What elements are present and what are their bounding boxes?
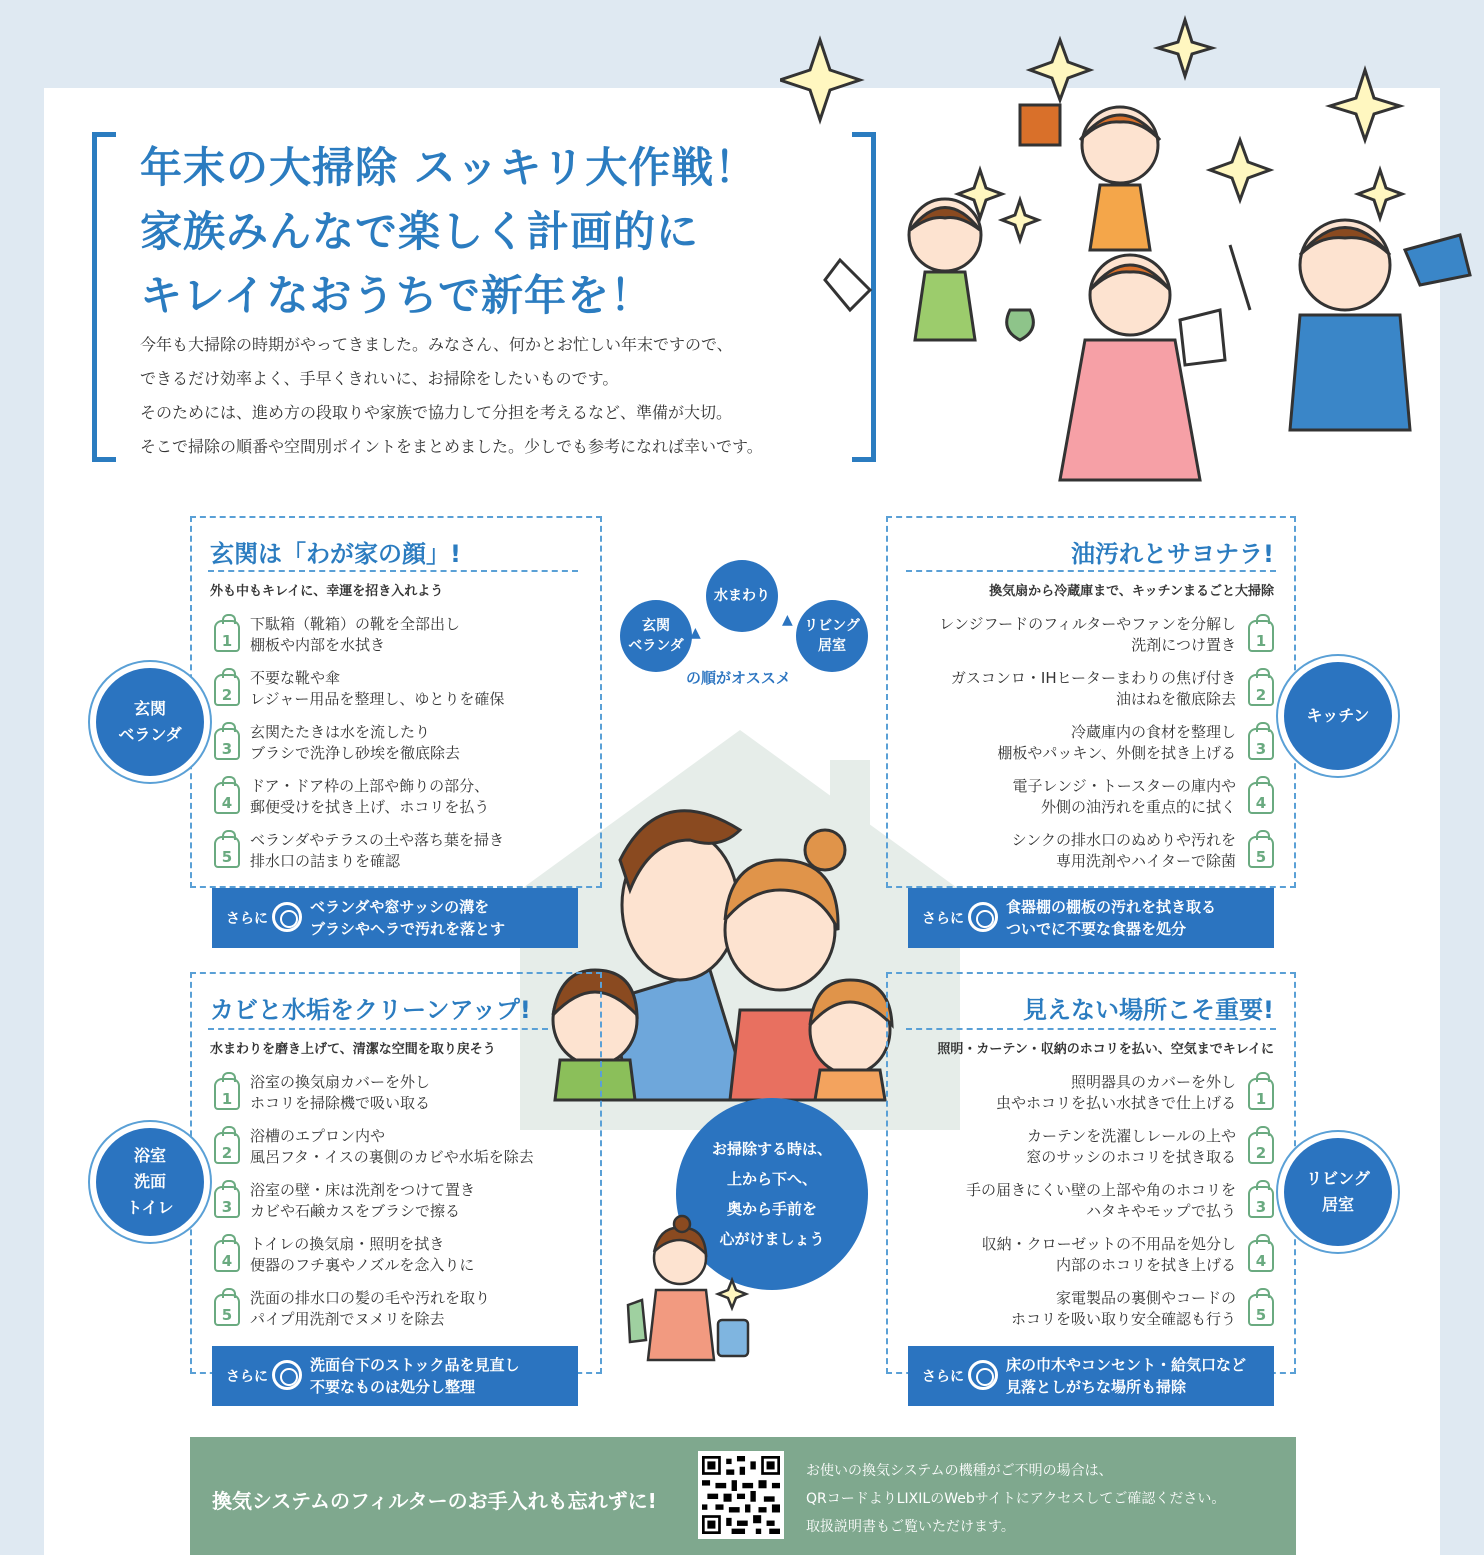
more-label: さらに bbox=[922, 911, 964, 927]
bucket-number-icon: 4 bbox=[214, 782, 240, 814]
bucket-number-icon: 4 bbox=[1248, 1240, 1274, 1272]
item-line: ブラシで洗浄し砂埃を徹底除去 bbox=[250, 744, 461, 762]
divider bbox=[906, 1028, 1276, 1030]
more-text bbox=[310, 896, 505, 940]
checklist-item bbox=[939, 614, 1236, 656]
section-title: カビと水垢をクリーンアップ! bbox=[210, 996, 531, 1024]
more-tip-genkan bbox=[212, 888, 578, 948]
target-icon bbox=[968, 902, 998, 932]
checklist-item bbox=[1026, 1126, 1236, 1168]
section-subtitle: 水まわりを磨き上げて、清潔な空間を取り戻そう bbox=[210, 1042, 496, 1057]
footer-note-line: お使いの換気システムの機種がご不明の場合は、 bbox=[806, 1463, 1113, 1479]
bucket-number-icon: 5 bbox=[1248, 836, 1274, 868]
intro-line: そこで掃除の順番や空間別ポイントをまとめました。少しでも参考になれば幸いです。 bbox=[140, 437, 763, 456]
badge-label: 浴室 洗面 トイレ bbox=[126, 1146, 174, 1217]
bucket-number-icon: 3 bbox=[1248, 1186, 1274, 1218]
intro-line: 今年も大掃除の時期がやってきました。みなさん、何かとお忙しい年末ですので、 bbox=[140, 335, 733, 354]
item-line: 棚板や内部を水拭き bbox=[250, 636, 386, 654]
item-line: 冷蔵庫内の食材を整理し bbox=[1070, 723, 1236, 741]
item-line: 外側の油汚れを重点的に拭く bbox=[1040, 798, 1236, 816]
bucket-number-icon: 3 bbox=[1248, 728, 1274, 760]
item-line: ベランダやテラスの土や落ち葉を掃き bbox=[250, 831, 504, 849]
more-label: さらに bbox=[226, 1369, 268, 1385]
intro-line: できるだけ効率よく、手早くきれいに、お掃除をしたいものです。 bbox=[140, 369, 619, 388]
item-line: 洗剤につけ置き bbox=[1131, 636, 1236, 654]
headline-line1: 年末の大掃除 スッキリ大作戦！ bbox=[140, 143, 758, 192]
order-circle-water bbox=[706, 560, 778, 632]
checklist-item bbox=[1012, 776, 1236, 818]
footer-note-line: QRコードよりLIXILのWebサイトにアクセスしてご確認ください。 bbox=[806, 1491, 1226, 1507]
order-circle-living bbox=[796, 600, 868, 672]
item-line: 風呂フタ・イスの裏側のカビや水垢を除去 bbox=[250, 1148, 534, 1166]
checklist-item bbox=[250, 668, 504, 710]
checklist-item bbox=[250, 830, 504, 872]
badge-label: キッチン bbox=[1306, 706, 1370, 725]
item-line: 玄関たたきは水を流したり bbox=[250, 723, 431, 741]
badge-kitchen bbox=[1284, 662, 1392, 770]
more-label: さらに bbox=[226, 911, 268, 927]
more-line: ブラシやヘラで汚れを落とす bbox=[310, 920, 506, 938]
checklist-item bbox=[250, 1288, 490, 1330]
family-cleaning-illustration bbox=[780, 10, 1480, 530]
more-tip-living bbox=[908, 1346, 1274, 1406]
cleaning-woman-illustration bbox=[620, 1210, 760, 1370]
bucket-number-icon: 4 bbox=[1248, 782, 1274, 814]
target-icon bbox=[272, 902, 302, 932]
checklist-item bbox=[982, 1234, 1236, 1276]
item-line: トイレの換気扇・照明を拭き bbox=[250, 1235, 445, 1253]
more-line: 床の巾木やコンセント・給気口など bbox=[1006, 1356, 1247, 1374]
checklist-item bbox=[250, 1072, 430, 1114]
checklist-item bbox=[250, 776, 489, 818]
item-line: 窓のサッシのホコリを拭き取る bbox=[1026, 1148, 1236, 1166]
item-line: 棚板やパッキン、外側を拭き上げる bbox=[997, 744, 1236, 762]
item-line: パイプ用洗剤でヌメリを除去 bbox=[250, 1310, 445, 1328]
item-line: 浴室の壁・床は洗剤をつけて置き bbox=[250, 1181, 476, 1199]
more-line: 食器棚の棚板の汚れを拭き取る bbox=[1006, 898, 1217, 916]
badge-bath bbox=[96, 1128, 204, 1236]
bucket-number-icon: 2 bbox=[1248, 674, 1274, 706]
divider bbox=[208, 1028, 548, 1030]
item-line: 虫やホコリを払い水拭きで仕上げる bbox=[995, 1094, 1236, 1112]
bucket-number-icon: 5 bbox=[214, 1294, 240, 1326]
badge-genkan bbox=[96, 668, 204, 776]
item-line: レンジフードのフィルターやファンを分解し bbox=[939, 615, 1236, 633]
item-line: ガスコンロ・IHヒーターまわりの焦げ付き bbox=[950, 669, 1236, 687]
tip-text: お掃除する時は、 上から下へ、 奥から手前を 心がけましょう bbox=[711, 1140, 832, 1248]
checklist-item bbox=[966, 1180, 1236, 1222]
target-icon bbox=[968, 1360, 998, 1390]
item-line: ハタキやモップで払う bbox=[1085, 1202, 1236, 1220]
more-line: 見落としがちな場所も掃除 bbox=[1006, 1378, 1187, 1396]
item-line: 下駄箱（靴箱）の靴を全部出し bbox=[250, 615, 461, 633]
bucket-number-icon: 2 bbox=[1248, 1132, 1274, 1164]
item-line: 便器のフチ裏やノズルを念入りに bbox=[250, 1256, 475, 1274]
item-line: カーテンを洗濯しレールの上や bbox=[1027, 1127, 1236, 1145]
more-line: 不要なものは処分し整理 bbox=[310, 1378, 476, 1396]
footer-note-line: 取扱説明書もご覧いただけます。 bbox=[806, 1519, 1015, 1535]
order-water-label: 水まわり bbox=[714, 588, 770, 604]
order-circle-genkan bbox=[620, 600, 692, 672]
more-tip-kitchen bbox=[908, 888, 1274, 948]
item-line: 郵便受けを拭き上げ、ホコリを払う bbox=[250, 798, 490, 816]
arrow-icon: ▲ bbox=[690, 625, 701, 641]
item-line: 排水口の詰まりを確認 bbox=[250, 852, 401, 870]
more-line: ベランダや窓サッシの溝を bbox=[310, 898, 490, 916]
checklist-item bbox=[250, 722, 460, 764]
checklist-item bbox=[1012, 830, 1236, 872]
item-line: 家電製品の裏側やコードの bbox=[1055, 1289, 1236, 1307]
checklist-item bbox=[250, 614, 460, 656]
more-line: ついでに不要な食器を処分 bbox=[1006, 920, 1187, 938]
intro-line: そのためには、進め方の段取りや家族で協力して分担を考えるなど、準備が大切。 bbox=[140, 403, 733, 422]
checklist-item bbox=[996, 1072, 1236, 1114]
more-text bbox=[1006, 896, 1216, 940]
footer-note bbox=[806, 1457, 1225, 1541]
more-tip-bath bbox=[212, 1346, 578, 1406]
bucket-number-icon: 2 bbox=[214, 674, 240, 706]
item-line: 電子レンジ・トースターの庫内や bbox=[1012, 777, 1236, 795]
item-line: 油はねを徹底除去 bbox=[1115, 690, 1236, 708]
more-label: さらに bbox=[922, 1369, 964, 1385]
checklist-item bbox=[250, 1180, 475, 1222]
more-line: 洗面台下のストック品を見直し bbox=[310, 1356, 520, 1374]
item-line: 収納・クローゼットの不用品を処分し bbox=[981, 1235, 1236, 1253]
order-living-label: リビング 居室 bbox=[804, 618, 860, 654]
item-line: 専用洗剤やハイターで除菌 bbox=[1055, 852, 1236, 870]
sparkle-icon bbox=[1210, 140, 1270, 200]
section-title: 見えない場所こそ重要! bbox=[1023, 996, 1274, 1024]
item-line: レジャー用品を整理し、ゆとりを確保 bbox=[250, 690, 505, 708]
checklist-item bbox=[250, 1126, 534, 1168]
bucket-number-icon: 2 bbox=[214, 1132, 240, 1164]
item-line: ホコリを掃除機で吸い取る bbox=[250, 1094, 431, 1112]
checklist-item bbox=[250, 1234, 474, 1276]
section-subtitle: 換気扇から冷蔵庫まで、キッチンまるごと大掃除 bbox=[989, 584, 1274, 599]
bucket-number-icon: 5 bbox=[1248, 1294, 1274, 1326]
badge-label: 玄関 ベランダ bbox=[118, 699, 182, 744]
sparkle-icon bbox=[1330, 70, 1400, 140]
item-line: 手の届きにくい壁の上部や角のホコリを bbox=[965, 1181, 1236, 1199]
item-line: ホコリを吸い取り安全確認も行う bbox=[1010, 1310, 1236, 1328]
divider bbox=[906, 570, 1276, 572]
item-line: 照明器具のカバーを外し bbox=[1070, 1073, 1236, 1091]
footer-title: 換気システムのフィルターのお手入れも忘れずに! bbox=[212, 1489, 657, 1513]
more-text bbox=[310, 1354, 520, 1398]
badge-label: リビング 居室 bbox=[1306, 1169, 1370, 1214]
order-genkan-label: 玄関 ベランダ bbox=[628, 618, 684, 654]
intro-text bbox=[140, 328, 860, 464]
target-icon bbox=[272, 1360, 302, 1390]
bucket-number-icon: 1 bbox=[1248, 1078, 1274, 1110]
more-text bbox=[1006, 1354, 1246, 1398]
bucket-number-icon: 3 bbox=[214, 728, 240, 760]
sparkle-icon bbox=[780, 40, 860, 120]
item-line: 浴槽のエプロン内や bbox=[250, 1127, 386, 1145]
item-line: 浴室の換気扇カバーを外し bbox=[250, 1073, 431, 1091]
bucket-number-icon: 1 bbox=[1248, 620, 1274, 652]
arrow-icon: ▲ bbox=[782, 612, 793, 628]
badge-living bbox=[1284, 1138, 1392, 1246]
headline-line3: キレイなおうちで新年を！ bbox=[140, 271, 654, 320]
bucket-number-icon: 3 bbox=[214, 1186, 240, 1218]
section-subtitle: 外も中もキレイに、幸運を招き入れよう bbox=[210, 584, 444, 599]
item-line: カビや石鹸カスをブラシで擦る bbox=[250, 1202, 461, 1220]
checklist-item bbox=[997, 722, 1236, 764]
divider bbox=[208, 570, 578, 572]
sparkle-icon bbox=[1358, 170, 1402, 218]
footer-banner bbox=[190, 1437, 1296, 1555]
qr-code-icon bbox=[702, 1455, 780, 1535]
checklist-item bbox=[951, 668, 1236, 710]
section-title: 玄関は「わが家の顔」! bbox=[210, 540, 461, 568]
checklist-item bbox=[1011, 1288, 1236, 1330]
qr-code[interactable] bbox=[698, 1451, 784, 1539]
item-line: シンクの排水口のぬめりや汚れを bbox=[1011, 831, 1236, 849]
section-subtitle: 照明・カーテン・収納のホコリを払い、空気までキレイに bbox=[937, 1042, 1274, 1057]
item-line: 不要な靴や傘 bbox=[250, 669, 341, 687]
order-caption: の順がオススメ bbox=[686, 669, 791, 687]
headline-line2: 家族みんなで楽しく計画的に bbox=[140, 207, 700, 256]
bucket-number-icon: 4 bbox=[214, 1240, 240, 1272]
item-line: 洗面の排水口の髪の毛や汚れを取り bbox=[250, 1289, 491, 1307]
headline bbox=[140, 136, 840, 328]
item-line: 内部のホコリを拭き上げる bbox=[1055, 1256, 1236, 1274]
sparkle-icon bbox=[1158, 20, 1212, 76]
item-line: ドア・ドア枠の上部や飾りの部分、 bbox=[250, 777, 490, 795]
bucket-number-icon: 5 bbox=[214, 836, 240, 868]
bucket-number-icon: 1 bbox=[214, 620, 240, 652]
section-title: 油汚れとサヨナラ! bbox=[1071, 540, 1274, 568]
bucket-number-icon: 1 bbox=[214, 1078, 240, 1110]
bracket-left bbox=[92, 132, 116, 462]
sparkle-icon bbox=[1002, 200, 1038, 240]
sparkle-icon bbox=[1030, 40, 1090, 100]
